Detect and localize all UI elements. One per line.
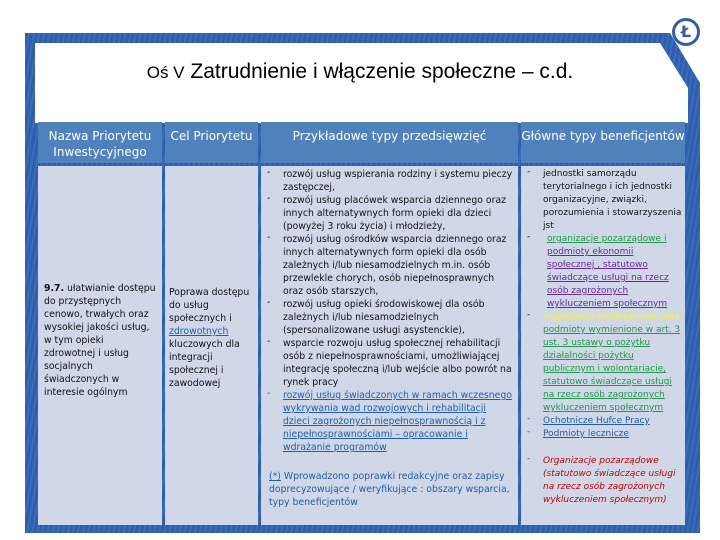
cell-priority-goal: Poprawa dostępu do usług społecznych i zdrowotnych kluczowych dla integracji społecznej i zawodowej	[165, 166, 258, 525]
header-beneficiaries: Główne typy beneficjentów	[521, 122, 685, 163]
logo-icon: Ł	[672, 18, 700, 46]
slide-title: Oś V Zatrudnienie i włączenie społeczne – c.d.	[146, 60, 574, 83]
list-item: - rozwój usług placówek wsparcia dziennego oraz innych alternatywnych form opieki dla dzieci (powyżej 3 roku życia) i młodzieży,	[261, 194, 514, 233]
revision-note: (*) Wprowadzono poprawki redakcyjne oraz zapisy doprecyzowujące / weryfikujące : obszary wsparcia, typy beneficjentów	[269, 471, 510, 508]
list-item-link[interactable]: - Podmioty lecznicze	[521, 428, 683, 441]
list-item: - rozwój usług ośrodków wsparcia dziennego oraz innych alternatywnych form opieki dla osób zależnych i/lub niesamodzielnych m.in. osób przewlekle chorych, osób niepełnosprawnych oraz osób starszych,	[261, 233, 514, 298]
header-priority-goal: Cel Priorytetu	[165, 122, 258, 163]
list-item: - organizacje pozarządowe i podmioty ekonomii społecznej , statutowo świadczące usługi na rzecz osób zagrożonych wykluczeniem społecznym	[521, 233, 683, 311]
list-item-link[interactable]: - Ochotnicze Hufce Pracy	[521, 415, 683, 428]
list-item: - rozwój usług wspierania rodziny i systemu pieczy zastępczej,	[261, 168, 514, 194]
list-item: - organizacje pozarządowe oraz podmioty wymienione w art. 3 ust. 3 ustawy o pożytku działalności pożytku publicznym i wolontariacie, statutowo świadczące usługi na rzecz osób zagrożonych wykluczeniem społecznym	[521, 311, 683, 415]
header-project-types: Przykładowe typy przedsięwzięć	[261, 122, 518, 163]
link-zdrowotnych[interactable]: zdrowotnych	[169, 326, 229, 337]
list-item-link[interactable]: - rozwój usług świadczonych w ramach wczesnego wykrywania wad rozwojowych i rehabilitacji dzieci zagrożonych niepełnosprawnością i z niepełnosprawnościami – opracowanie i wdrażanie programów	[261, 389, 514, 454]
list-item-old: - Organizacje pozarządowe (statutowo świadczące usługi na rzecz osób zagrożonych wykluczeniem społecznym)	[521, 455, 683, 507]
cell-project-types	[261, 166, 518, 525]
cell-priority-name: 9.7. ułatwianie dostępu do przystępnych cenowo, trwałych oraz wysokiej jakości usług, w tym opieki zdrowotnej i usług socjalnych świadczonych w interesie ogólnym	[38, 166, 162, 525]
list-item: - jednostki samorządu terytorialnego i ich jednostki organizacyjne, związki, porozumienia i stowarzyszenia jst	[521, 168, 683, 233]
header-priority-name: Nazwa Priorytetu Inwestycyjnego	[38, 122, 162, 163]
cell-beneficiaries	[521, 166, 685, 525]
list-item: - rozwój usług opieki środowiskowej dla osób zależnych i/lub niesamodzielnych (spersonalizowane usługi asystenckie),	[261, 298, 514, 337]
list-item: - wsparcie rozwoju usług społecznej rehabilitacji osób z niepełnosprawnościami, umożliwiającej integrację społeczną i/lub wejście albo powrót na rynek pracy	[261, 337, 514, 389]
